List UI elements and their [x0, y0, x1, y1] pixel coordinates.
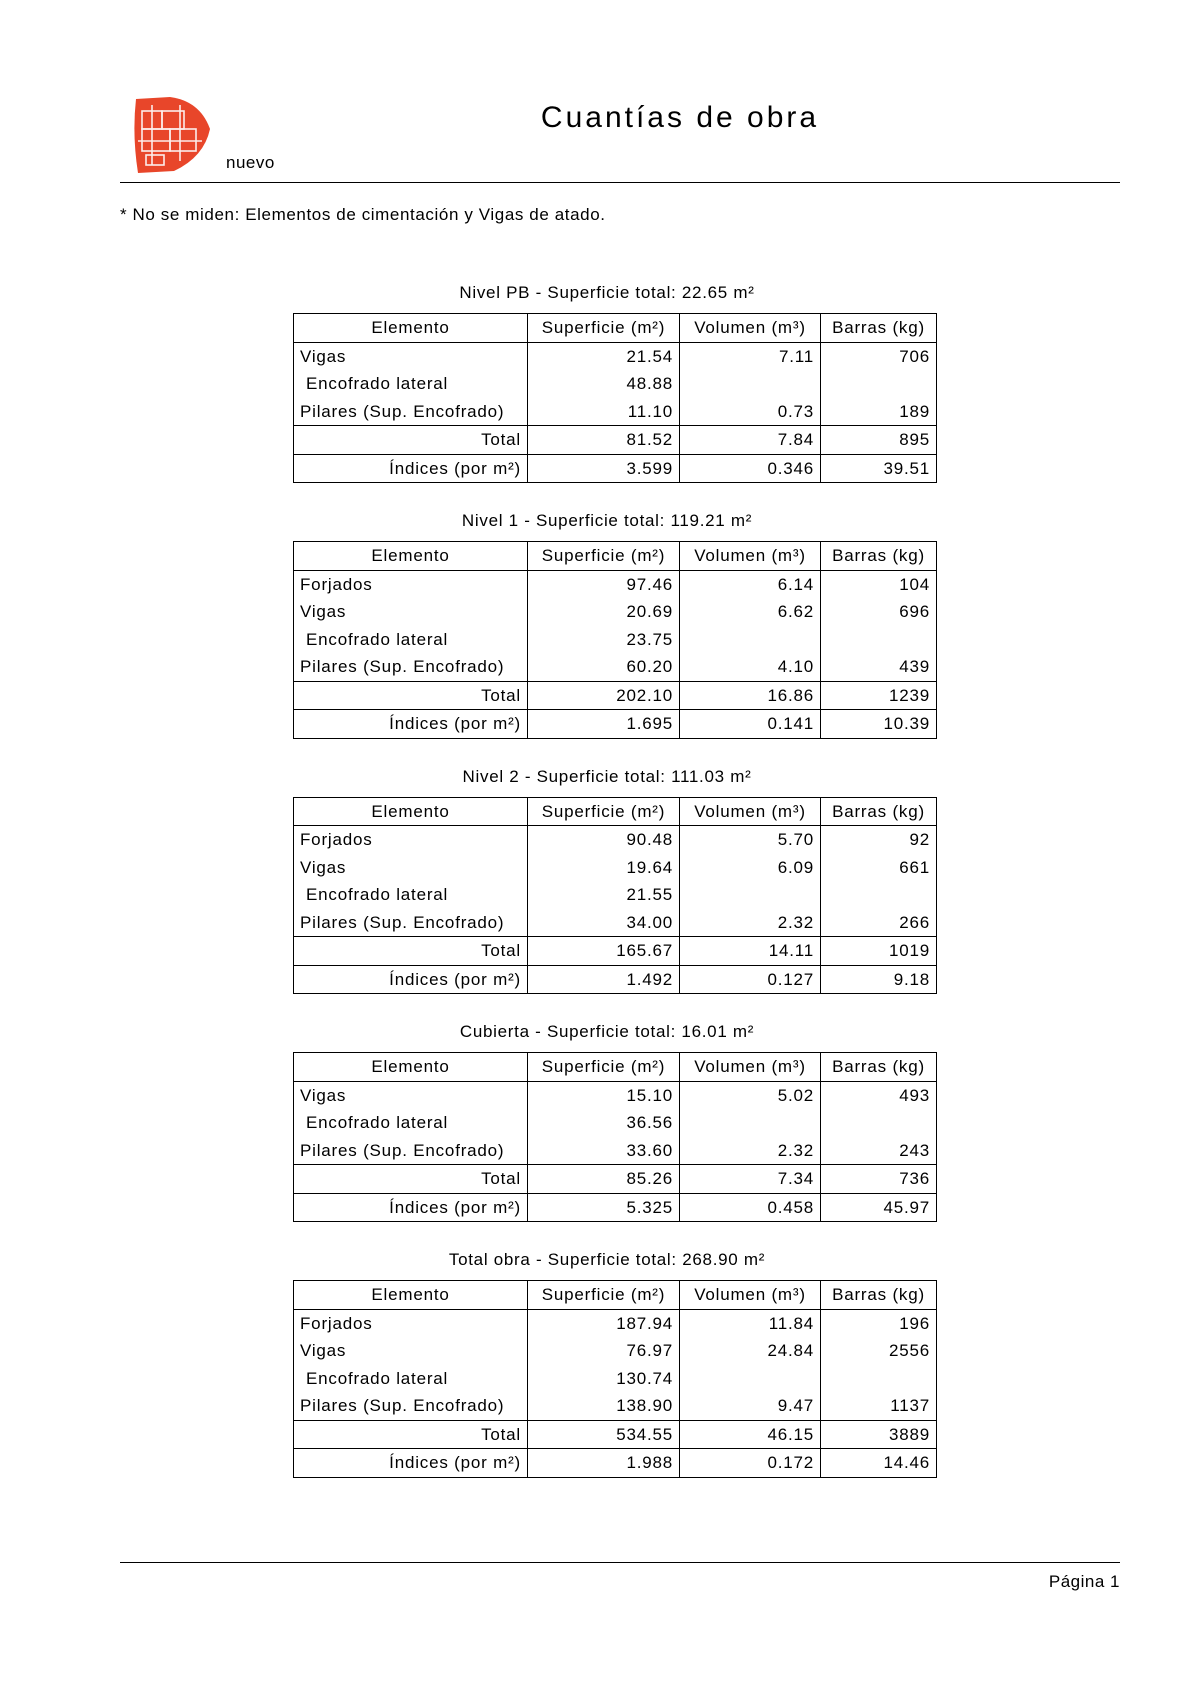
cell-value: 81.52	[528, 426, 680, 455]
row-label: Pilares (Sup. Encofrado)	[294, 1392, 528, 1420]
table-row	[294, 370, 937, 398]
cell-value: 90.48	[528, 826, 680, 854]
cell-value: 661	[821, 854, 937, 882]
cell-value	[821, 1109, 937, 1137]
cell-value: 6.09	[680, 854, 821, 882]
row-label: Total	[294, 937, 528, 966]
cell-value: 706	[821, 342, 937, 370]
cell-value: 11.10	[528, 398, 680, 426]
footer-divider	[120, 1562, 1120, 1563]
project-name: nuevo	[226, 153, 275, 172]
cell-value	[821, 881, 937, 909]
cell-value	[821, 370, 937, 398]
table-header-row	[294, 1053, 937, 1082]
cell-value: 5.70	[680, 826, 821, 854]
total-row	[294, 1165, 937, 1194]
cell-value: 202.10	[528, 681, 680, 710]
cell-value: 3.599	[528, 454, 680, 483]
table-row	[294, 626, 937, 654]
quantity-section	[0, 1022, 1200, 1222]
column-header: Barras (kg)	[821, 1053, 937, 1082]
table-row	[294, 854, 937, 882]
cell-value: 85.26	[528, 1165, 680, 1194]
cell-value	[680, 626, 821, 654]
measurement-note: * No se miden: Elementos de cimentación y Vigas de atado.	[120, 205, 606, 224]
cell-value: 11.84	[680, 1309, 821, 1337]
table-row	[294, 1081, 937, 1109]
cell-value: 24.84	[680, 1337, 821, 1365]
table-row	[294, 1109, 937, 1137]
column-header: Barras (kg)	[821, 1281, 937, 1310]
section-title: Nivel 2 - Superficie total: 111.03 m²	[462, 766, 752, 786]
cell-value: 196	[821, 1309, 937, 1337]
cell-value: 1.988	[528, 1449, 680, 1478]
table-row	[294, 342, 937, 370]
cell-value: 21.55	[528, 881, 680, 909]
cell-value: 138.90	[528, 1392, 680, 1420]
cell-value: 92	[821, 826, 937, 854]
cell-value	[821, 626, 937, 654]
column-header: Volumen (m³)	[680, 797, 821, 826]
indices-row	[294, 1193, 937, 1222]
cell-value: 130.74	[528, 1365, 680, 1393]
cell-value: 0.172	[680, 1449, 821, 1478]
quantity-section	[0, 283, 1200, 483]
table-row	[294, 1309, 937, 1337]
row-label: Índices (por m²)	[294, 710, 528, 739]
cell-value: 104	[821, 570, 937, 598]
cell-value: 14.11	[680, 937, 821, 966]
row-label: Forjados	[294, 826, 528, 854]
header-divider	[120, 182, 1120, 183]
cell-value: 2.32	[680, 1137, 821, 1165]
cell-value: 1239	[821, 681, 937, 710]
cell-value: 6.62	[680, 598, 821, 626]
cell-value: 4.10	[680, 653, 821, 681]
row-label: Pilares (Sup. Encofrado)	[294, 398, 528, 426]
quantity-table	[293, 313, 937, 483]
cell-value: 5.325	[528, 1193, 680, 1222]
cell-value: 736	[821, 1165, 937, 1194]
cell-value: 76.97	[528, 1337, 680, 1365]
cell-value: 1.695	[528, 710, 680, 739]
cell-value: 895	[821, 426, 937, 455]
cell-value: 16.86	[680, 681, 821, 710]
column-header: Volumen (m³)	[680, 314, 821, 343]
column-header: Elemento	[294, 1053, 528, 1082]
row-label: Encofrado lateral	[294, 881, 528, 909]
table-row	[294, 1137, 937, 1165]
cell-value: 97.46	[528, 570, 680, 598]
row-label: Pilares (Sup. Encofrado)	[294, 1137, 528, 1165]
column-header: Elemento	[294, 797, 528, 826]
cell-value: 7.11	[680, 342, 821, 370]
cell-value: 39.51	[821, 454, 937, 483]
cell-value: 0.127	[680, 965, 821, 994]
total-row	[294, 681, 937, 710]
quantity-section	[0, 767, 1200, 995]
section-title: Total obra - Superficie total: 268.90 m²	[448, 1250, 766, 1269]
column-header: Superficie (m²)	[528, 542, 680, 571]
cell-value	[680, 1365, 821, 1393]
cell-value: 189	[821, 398, 937, 426]
quantity-table	[293, 1280, 937, 1478]
cell-value: 23.75	[528, 626, 680, 654]
indices-row	[294, 454, 937, 483]
cell-value: 243	[821, 1137, 937, 1165]
section-title: Cubierta - Superficie total: 16.01 m²	[459, 1022, 755, 1041]
cell-value: 45.97	[821, 1193, 937, 1222]
table-row	[294, 653, 937, 681]
indices-row	[294, 1449, 937, 1478]
total-row	[294, 937, 937, 966]
cell-value: 0.458	[680, 1193, 821, 1222]
cell-value: 439	[821, 653, 937, 681]
cell-value: 33.60	[528, 1137, 680, 1165]
cell-value: 6.14	[680, 570, 821, 598]
cell-value: 20.69	[528, 598, 680, 626]
quantity-section	[0, 511, 1200, 739]
table-header-row	[294, 1281, 937, 1310]
quantity-section	[0, 1250, 1200, 1478]
row-label: Forjados	[294, 570, 528, 598]
cell-value: 2.32	[680, 909, 821, 937]
cell-value: 493	[821, 1081, 937, 1109]
cell-value	[680, 1109, 821, 1137]
cell-value	[680, 881, 821, 909]
row-label: Vigas	[294, 854, 528, 882]
page-title: Cuantías de obra	[540, 101, 820, 134]
row-label: Vigas	[294, 342, 528, 370]
table-row	[294, 570, 937, 598]
cell-value: 10.39	[821, 710, 937, 739]
column-header: Elemento	[294, 542, 528, 571]
column-header: Elemento	[294, 1281, 528, 1310]
cell-value: 534.55	[528, 1420, 680, 1449]
row-label: Encofrado lateral	[294, 370, 528, 398]
column-header: Superficie (m²)	[528, 797, 680, 826]
total-row	[294, 1420, 937, 1449]
row-label: Índices (por m²)	[294, 1193, 528, 1222]
page-number: Página 1	[1048, 1572, 1120, 1591]
page-header	[120, 95, 1120, 183]
cell-value: 0.346	[680, 454, 821, 483]
table-header-row	[294, 542, 937, 571]
cell-value: 48.88	[528, 370, 680, 398]
quantity-table	[293, 797, 937, 995]
table-row	[294, 881, 937, 909]
quantity-sections	[0, 283, 1200, 1506]
cell-value: 7.34	[680, 1165, 821, 1194]
row-label: Índices (por m²)	[294, 454, 528, 483]
cell-value: 266	[821, 909, 937, 937]
cell-value: 2556	[821, 1337, 937, 1365]
quantity-table	[293, 541, 937, 739]
table-row	[294, 1337, 937, 1365]
column-header: Superficie (m²)	[528, 1053, 680, 1082]
column-header: Superficie (m²)	[528, 314, 680, 343]
table-row	[294, 1392, 937, 1420]
row-label: Encofrado lateral	[294, 1109, 528, 1137]
cell-value: 0.141	[680, 710, 821, 739]
cell-value: 9.47	[680, 1392, 821, 1420]
quantity-table	[293, 1052, 937, 1222]
cell-value: 15.10	[528, 1081, 680, 1109]
row-label: Índices (por m²)	[294, 1449, 528, 1478]
cell-value: 3889	[821, 1420, 937, 1449]
cell-value: 1019	[821, 937, 937, 966]
row-label: Pilares (Sup. Encofrado)	[294, 909, 528, 937]
indices-row	[294, 965, 937, 994]
row-label: Total	[294, 426, 528, 455]
row-label: Forjados	[294, 1309, 528, 1337]
column-header: Barras (kg)	[821, 542, 937, 571]
cell-value: 5.02	[680, 1081, 821, 1109]
cell-value	[821, 1365, 937, 1393]
table-row	[294, 1365, 937, 1393]
row-label: Total	[294, 1165, 528, 1194]
cell-value: 187.94	[528, 1309, 680, 1337]
table-header-row	[294, 797, 937, 826]
row-label: Total	[294, 681, 528, 710]
column-header: Barras (kg)	[821, 314, 937, 343]
table-row	[294, 598, 937, 626]
column-header: Barras (kg)	[821, 797, 937, 826]
cell-value: 34.00	[528, 909, 680, 937]
row-label: Índices (por m²)	[294, 965, 528, 994]
row-label: Encofrado lateral	[294, 1365, 528, 1393]
section-title: Nivel PB - Superficie total: 22.65 m²	[459, 283, 755, 302]
column-header: Volumen (m³)	[680, 542, 821, 571]
row-label: Total	[294, 1420, 528, 1449]
cell-value: 14.46	[821, 1449, 937, 1478]
column-header: Elemento	[294, 314, 528, 343]
row-label: Pilares (Sup. Encofrado)	[294, 653, 528, 681]
table-row	[294, 398, 937, 426]
table-row	[294, 909, 937, 937]
row-label: Encofrado lateral	[294, 626, 528, 654]
cell-value: 7.84	[680, 426, 821, 455]
cell-value: 60.20	[528, 653, 680, 681]
indices-row	[294, 710, 937, 739]
row-label: Vigas	[294, 1337, 528, 1365]
cell-value: 165.67	[528, 937, 680, 966]
cell-value: 46.15	[680, 1420, 821, 1449]
cell-value: 21.54	[528, 342, 680, 370]
cell-value: 1.492	[528, 965, 680, 994]
total-row	[294, 426, 937, 455]
table-header-row	[294, 314, 937, 343]
column-header: Volumen (m³)	[680, 1281, 821, 1310]
section-title: Nivel 1 - Superficie total: 119.21 m²	[461, 511, 753, 530]
cell-value: 0.73	[680, 398, 821, 426]
row-label: Vigas	[294, 598, 528, 626]
column-header: Superficie (m²)	[528, 1281, 680, 1310]
row-label: Vigas	[294, 1081, 528, 1109]
table-row	[294, 826, 937, 854]
cell-value: 36.56	[528, 1109, 680, 1137]
cell-value: 1137	[821, 1392, 937, 1420]
column-header: Volumen (m³)	[680, 1053, 821, 1082]
cell-value: 9.18	[821, 965, 937, 994]
cell-value	[680, 370, 821, 398]
cell-value: 696	[821, 598, 937, 626]
cell-value: 19.64	[528, 854, 680, 882]
